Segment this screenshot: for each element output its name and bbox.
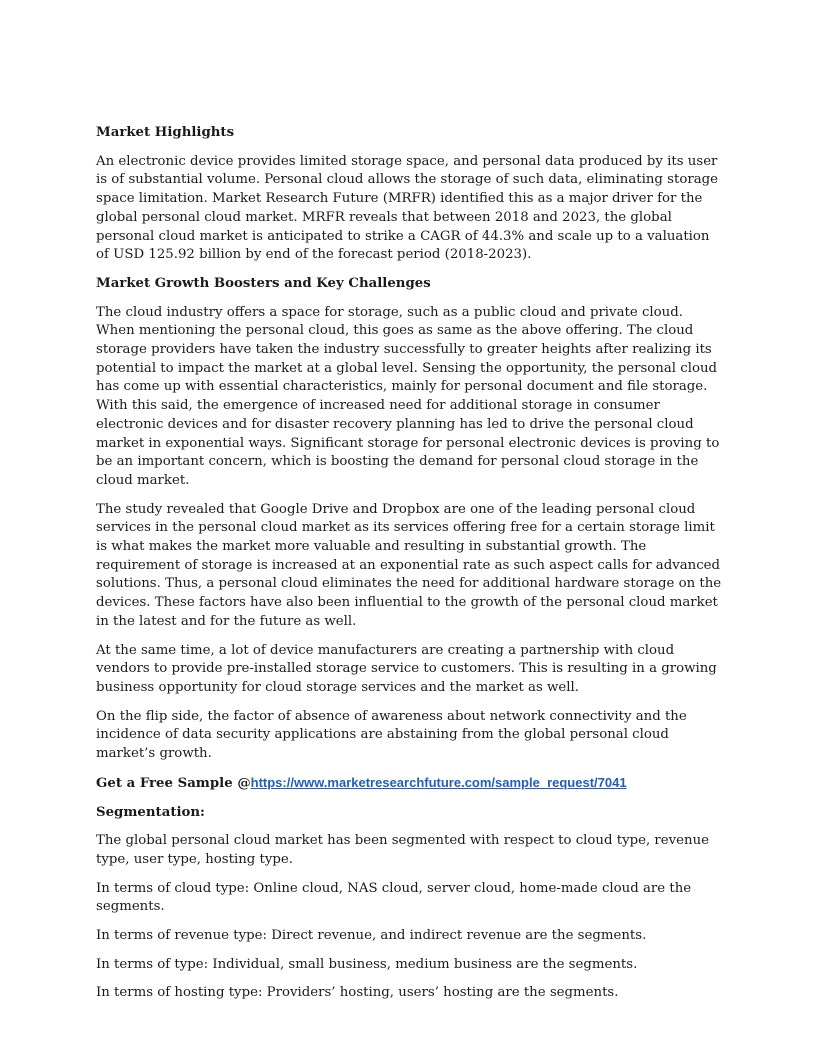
paragraph-flip-side: On the flip side, the factor of absence of awareness about network connectivity and the incidence of data security applications are abstaining from the global personal cloud market’s growth. [96, 708, 687, 762]
document-page [96, 124, 724, 1013]
free-sample-label: Get a Free Sample @ [96, 775, 251, 791]
heading-growth-boosters: Market Growth Boosters and Key Challenges [96, 275, 431, 291]
paragraph-device-manufacturers: At the same time, a lot of device manufacturers are creating a partnership with cloud vendors to provide pre-installed storage service to customers. This is resulting in a growing business opportunity for cloud storage services and the market as well. [96, 642, 717, 695]
sample-request-link[interactable]: https://www.marketresearchfuture.com/sample_request/7041 [250, 774, 627, 790]
paragraph-hosting-type: In terms of hosting type: Providers’ hosting, users’ hosting are the segments. [96, 985, 619, 1001]
paragraph-revenue-type: In terms of revenue type: Direct revenue, and indirect revenue are the segments. [96, 928, 647, 944]
heading-market-highlights: Market Highlights [96, 125, 235, 140]
paragraph-segmentation-intro: The global personal cloud market has been segmented with respect to cloud type, revenue type, user type, hosting type. [96, 833, 710, 867]
paragraph-cloud-industry: The cloud industry offers a space for storage, such as a public cloud and private cloud. When mentioning the personal cloud, this goes as same as the above offering. The cloud storage providers have taken the industry successfully to greater heights after realizing its potential to impact the market at a global level. Sensing the opportunity, the personal cloud has come up with essential characteristics, mainly for personal document and file storage. With this said, the emergence of increased need for additional storage in consumer electronic devices and for disaster recovery planning has led to drive the personal cloud market in exponential ways. Significant storage for personal electronic devices is proving to be an important concern, which is boosting the demand for personal cloud storage in the cloud market. [96, 304, 720, 488]
paragraph-cloud-type: In terms of cloud type: Online cloud, NAS cloud, server cloud, home-made cloud are the segments. [96, 880, 692, 915]
paragraph-study-revealed: The study revealed that Google Drive and Dropbox are one of the leading personal cloud services in the personal cloud market as its services offering free for a certain storage limit is what makes the market more valuable and resulting in substantial growth. The requirement of storage is increased at an exponential rate as such aspect calls for advanced solutions. Thus, a personal cloud eliminates the need for additional hardware storage on the devices. These factors have also been influential to the growth of the personal cloud market in the latest and for the future as well. [96, 501, 722, 629]
paragraph-user-type: In terms of type: Individual, small business, medium business are the segments. [96, 956, 638, 972]
free-sample-line [96, 774, 724, 794]
heading-segmentation: Segmentation: [96, 804, 205, 820]
paragraph-market-highlights: An electronic device provides limited storage space, and personal data produced by its user is of substantial volume. Personal cloud allows the storage of such data, eliminating storage space limitation. Market Research Future (MRFR) identified this as a major driver for the global personal cloud market. MRFR reveals that between 2018 and 2023, the global personal cloud market is anticipated to strike a CAGR of 44.3% and scale up to a valuation of USD 125.92 billion by end of the forecast period (2018-2023). [96, 153, 719, 263]
